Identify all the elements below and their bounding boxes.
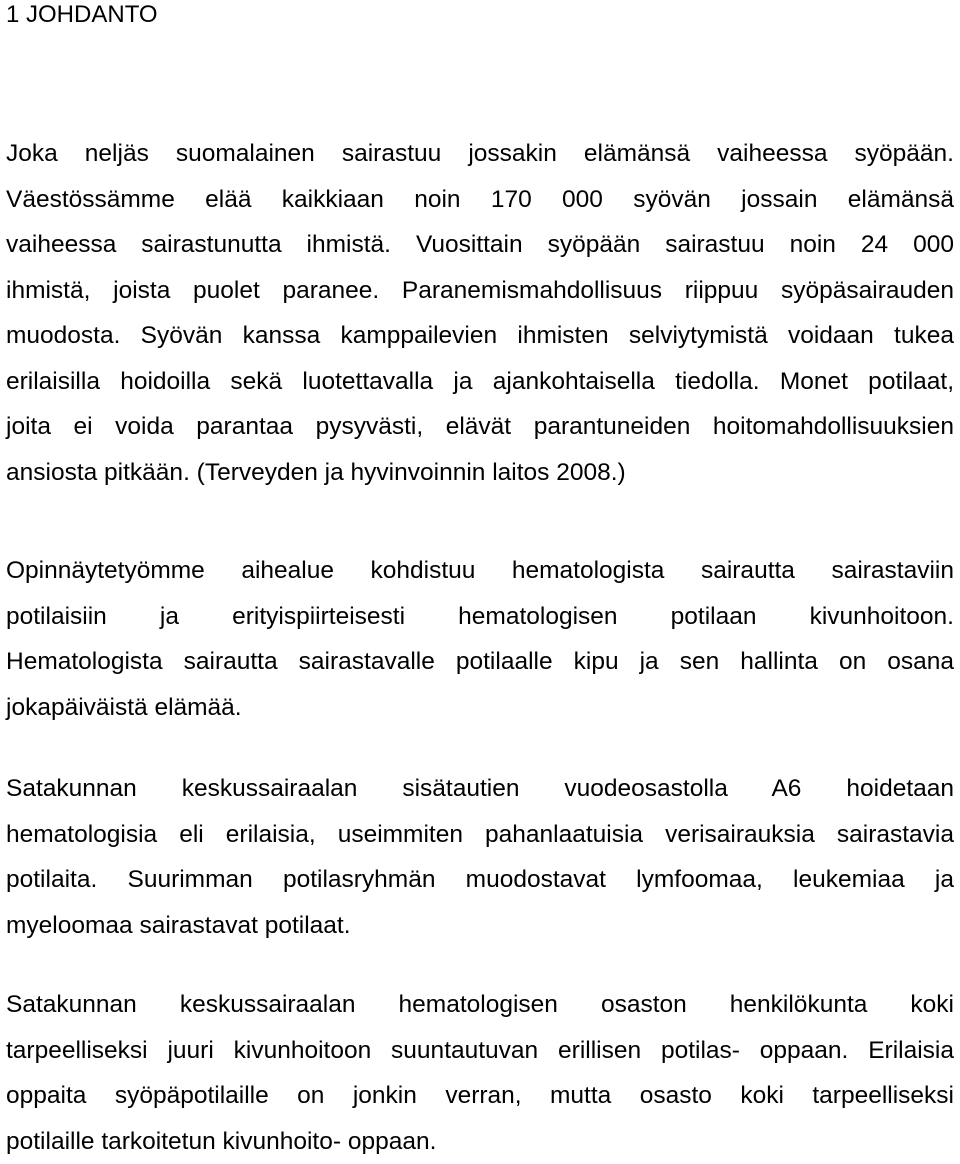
paragraph-cancer-statistics bbox=[6, 131, 954, 495]
text-line: jokapäiväistä elämää. bbox=[6, 685, 954, 731]
text-line: Hematologista sairautta sairastavalle potilaalle kipu ja sen hallinta on osana bbox=[6, 639, 954, 685]
text-line: vaiheessa sairastunutta ihmistä. Vuosittain syöpään sairastuu noin 24 000 bbox=[6, 222, 954, 268]
text-line: ansiosta pitkään. (Terveyden ja hyvinvoinnin laitos 2008.) bbox=[6, 450, 954, 496]
text-line: myeloomaa sairastavat potilaat. bbox=[6, 903, 954, 949]
text-line: Satakunnan keskussairaalan hematologisen osaston henkilökunta koki bbox=[6, 982, 954, 1028]
text-line: joita ei voida parantaa pysyvästi, elävät parantuneiden hoitomahdollisuuksien bbox=[6, 404, 954, 450]
section-heading: 1 JOHDANTO bbox=[6, 0, 158, 30]
text-line: potilaisiin ja erityispiirteisesti hematologisen potilaan kivunhoitoon. bbox=[6, 594, 954, 640]
paragraph-thesis-topic bbox=[6, 548, 954, 730]
text-line: oppaita syöpäpotilaille on jonkin verran, mutta osasto koki tarpeelliseksi bbox=[6, 1073, 954, 1119]
paragraph-ward-a6 bbox=[6, 766, 954, 948]
text-line: tarpeelliseksi juuri kivunhoitoon suuntautuvan erillisen potilas- oppaan. Erilaisia bbox=[6, 1028, 954, 1074]
text-line: erilaisilla hoidoilla sekä luotettavalla ja ajankohtaisella tiedolla. Monet potilaat, bbox=[6, 359, 954, 405]
text-line: potilaille tarkoitetun kivunhoito- oppaan. bbox=[6, 1119, 954, 1164]
text-line: Opinnäytetyömme aihealue kohdistuu hematologista sairautta sairastaviin bbox=[6, 548, 954, 594]
text-line: potilaita. Suurimman potilasryhmän muodostavat lymfoomaa, leukemiaa ja bbox=[6, 857, 954, 903]
paragraph-guide-need bbox=[6, 982, 954, 1164]
text-line: muodosta. Syövän kanssa kamppailevien ihmisten selviytymistä voidaan tukea bbox=[6, 313, 954, 359]
text-line: Joka neljäs suomalainen sairastuu jossakin elämänsä vaiheessa syöpään. bbox=[6, 131, 954, 177]
text-line: Väestössämme elää kaikkiaan noin 170 000 syövän jossain elämänsä bbox=[6, 177, 954, 223]
text-line: Satakunnan keskussairaalan sisätautien vuodeosastolla A6 hoidetaan bbox=[6, 766, 954, 812]
text-line: ihmistä, joista puolet paranee. Paranemismahdollisuus riippuu syöpäsairauden bbox=[6, 268, 954, 314]
text-line: hematologisia eli erilaisia, useimmiten pahanlaatuisia verisairauksia sairastavia bbox=[6, 812, 954, 858]
